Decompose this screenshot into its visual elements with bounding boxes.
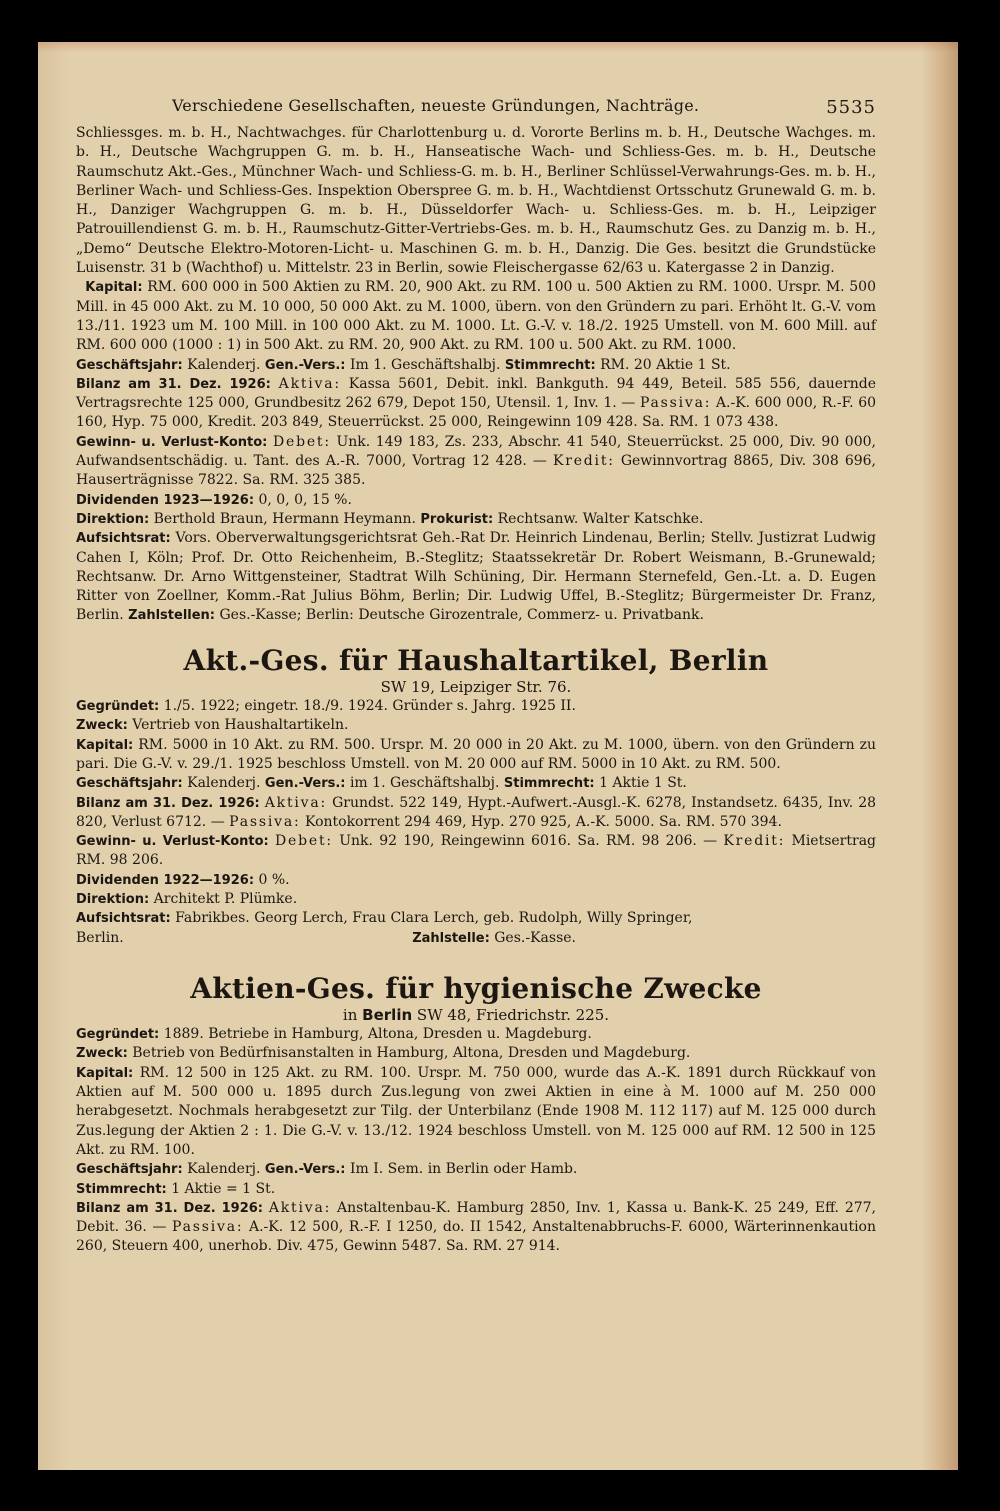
address-street: SW 48, Friedrichstr. 225. (416, 1005, 610, 1024)
geschaeftsjahr-text: Kalenderj. (187, 775, 261, 792)
dividenden-label: Dividenden 1922—1926: (76, 872, 255, 888)
stimmrecht-paragraph (76, 1180, 876, 1199)
dividenden-text: 0 %. (258, 871, 290, 888)
subsidiaries-paragraph: Schliessges. m. b. H., Nachtwachges. für Charlottenburg u. d. Vororte Berlins m. b. H., Deutsche Wachges. m. b. H., Deutsche Wachgruppen G. m. b. H., Hanseatische Wach- und Schliess-Ges. m. b. H., Deutsche Raumschutz Akt.-Ges., Münchner Wach- und Schliess-G. m. b. H., Berliner Schlüssel-Verwahrungs-Ges. m. b. H., Berliner Wach- und Schliess-Ges. Inspektion Oberspree G. m. b. H., Wachtdienst Ortsschutz Grunewald G. m. b. H., Danziger Wachgruppen G. m. b. H., Düsseldorfer Wach- u. Schliess-Ges. m. b. H., Leipziger Patrouillendienst G. m. b. H., Raumschutz-Gitter-Vertriebs-Ges. m. b. H., Raumschutz Ges. zu Danzig m. b. H., „Demo“ Deutsche Elektro-Motoren-Licht- u. Maschinen G. m. b. H., Danzig. Die Ges. besitzt die Grundstücke Luisenstr. 31 b (Wachthof) u. Mittelstr. 23 in Berlin, sowie Fleischergasse 62/63 u. Katergasse 2 in Danzig. (76, 125, 876, 277)
direktion-paragraph (76, 890, 876, 909)
gen-vers-text: Im 1. Geschäftshalbj. (349, 356, 501, 373)
company-address (76, 1006, 876, 1025)
guv-debet-text: Unk. 92 190, Reingewinn 6016. Sa. RM. 98 206. — (339, 833, 718, 850)
guv-paragraph (76, 832, 876, 871)
bilanz-aktiva-text: Grundst. 522 149, Hypt.-Aufwert.-Ausgl.-K. 6278, Instandsetz. 6435, Inv. 28 820, Verlust 6712. — (76, 794, 877, 830)
aufsichtsrat-city-row (76, 929, 876, 948)
geschaeftsjahr-label: Geschäftsjahr: (76, 1162, 183, 1178)
kapital-label: Kapital: (76, 1065, 134, 1081)
bilanz-aktiva-text: Kassa 5601, Debit. inkl. Bankguth. 94 449, Beteil. 585 556, dauernde Vertragsrechte 125 000, Grundbesitz 262 679, Depot 150, Utensil. 1, Inv. 1. — (76, 375, 877, 412)
kapital-paragraph (76, 736, 876, 775)
kapital-label: Kapital: (76, 737, 134, 753)
bilanz-label: Bilanz am 31. Dez. 1926: (76, 376, 271, 392)
geschaeftsjahr-label: Geschäftsjahr: (76, 776, 183, 792)
bilanz-paragraph (76, 1199, 876, 1257)
gegruendet-label: Gegründet: (76, 699, 160, 715)
stimmrecht-text: 1 Aktie 1 St. (599, 775, 687, 792)
geschaeftsjahr-text: Kalenderj. (187, 356, 261, 373)
address-prefix: in (342, 1005, 358, 1024)
bilanz-aktiva-text: Anstaltenbau-K. Hamburg 2850, Inv. 1, Kassa u. Bank-K. 25 249, Eff. 277, Debit. 36. — (76, 1199, 876, 1236)
gen-vers-label: Gen.-Vers.: (264, 357, 346, 373)
bilanz-label: Bilanz am 31. Dez. 1926: (76, 1200, 263, 1216)
aufsichtsrat-city: Berlin. (76, 929, 124, 946)
zweck-label: Zweck: (76, 718, 128, 734)
zweck-text: Vertrieb von Haushaltartikeln. (132, 717, 349, 734)
aufsichtsrat-text: Fabrikbes. Georg Lerch, Frau Clara Lerch, geb. Rudolph, Willy Springer, (175, 910, 693, 927)
aufsichtsrat-label: Aufsichtsrat: (76, 911, 171, 927)
stimmrecht-text: RM. 20 Aktie 1 St. (600, 356, 731, 373)
meta-paragraph (76, 774, 876, 793)
dividenden-label: Dividenden 1923—1926: (76, 492, 255, 508)
direktion-label: Direktion: (76, 511, 150, 527)
book-page (38, 42, 958, 1470)
geschaeftsjahr-label: Geschäftsjahr: (76, 357, 183, 373)
aufsichtsrat-text: Vors. Oberverwaltungsgerichtsrat Geh.-Rat Dr. Heinrich Lindenau, Berlin; Stellv. Justizrat Ludwig Cahen I, Köln; Prof. Dr. Otto Reichenheim, B.-Steglitz; Staatssekretär Dr. Robert Weismann, B.-Grunewald; Rechtsanw. Dr. Arno Wittgensteiner, Stadtrat Wilh Schüning, Dir. Hermann Sternefeld, Gen.-Lt. a. D. Eugen Ritter von Zoellner, Komm.-Rat Julius Böhm, Berlin; Dir. Ludwig Uffel, B.-Steglitz; Bürgermeister Dr. Franz, Berlin. (76, 530, 876, 624)
stimmrecht-text: 1 Aktie = 1 St. (171, 1180, 276, 1197)
gegruendet-text: 1889. Betriebe in Hamburg, Altona, Dresden u. Magdeburg. (163, 1026, 592, 1043)
bilanz-paragraph (76, 375, 876, 433)
gegruendet-text: 1./5. 1922; eingetr. 18./9. 1924. Gründer s. Jahrg. 1925 II. (163, 698, 576, 715)
dividenden-paragraph (76, 491, 876, 510)
guv-debet-text: Unk. 149 183, Zs. 233, Abschr. 41 540, Steuerrückst. 25 000, Div. 90 000, Aufwandsentschädig. u. Tant. des A.-R. 7000, Vortrag 12 428. — (76, 433, 876, 470)
guv-label: Gewinn- u. Verlust-Konto: (76, 434, 268, 450)
page-number: 5535 (826, 97, 876, 118)
bilanz-passiva-text: A.-K. 600 000, R.-F. 60 160, Hyp. 75 000, Kredit. 203 849, Steuerrückst. 25 000, Reingewinn 109 428. Sa. RM. 1 073 438. (76, 395, 877, 431)
aufsichtsrat-paragraph (76, 529, 876, 625)
company-title: Aktien-Ges. für hygienische Zwecke (190, 971, 762, 1005)
bilanz-paragraph (76, 794, 876, 833)
prokurist-label: Prokurist: (420, 511, 494, 527)
company-title: Akt.-Ges. für Haushaltartikel, Berlin (183, 643, 769, 677)
geschaeftsjahr-text: Kalenderj. (187, 1161, 261, 1178)
passiva-label: Passiva: (639, 395, 712, 412)
dividenden-paragraph (76, 871, 876, 890)
kapital-paragraph (76, 1064, 876, 1160)
kapital-paragraph (76, 278, 876, 355)
debet-label: Debet: (275, 833, 333, 850)
guv-kredit-text: Gewinnvortrag 8865, Div. 308 696, Hauserträgnisse 7822. Sa. RM. 325 385. (76, 453, 877, 489)
direktion-paragraph (76, 510, 876, 529)
aktiva-label: Aktiva: (264, 794, 328, 811)
zahlstellen-text: Ges.-Kasse; Berlin: Deutsche Girozentrale, Commerz- u. Privatbank. (219, 607, 704, 624)
stimmrecht-label: Stimmrecht: (76, 1181, 167, 1197)
meta-paragraph (76, 356, 876, 375)
dividenden-text: 0, 0, 0, 15 %. (258, 491, 352, 508)
zahlstelle-text: Ges.-Kasse. (494, 929, 576, 946)
aktiva-label: Aktiva: (268, 1199, 332, 1216)
stimmrecht-label: Stimmrecht: (503, 776, 595, 792)
kapital-label: Kapital: (85, 280, 143, 296)
zahlstelle-group (412, 929, 576, 948)
kapital-text: RM. 600 000 in 500 Aktien zu RM. 20, 900 Akt. zu RM. 100 u. 500 Aktien zu RM. 1000. Urspr. M. 500 Mill. in 45 000 Akt. zu M. 10 000, 50 000 Akt. zu M. 1000, übern. von den Gründern zu pari. Erhöht lt. G.-V. vom 13./11. 1923 um M. 100 Mill. in 100 000 Akt. zu M. 1000. Lt. G.-V. v. 18./2. 1925 Umstell. von M. 600 Mill. auf RM. 600 000 (1000 : 1) in 500 Akt. zu RM. 20, 900 Akt. zu RM. 100 u. 500 Akt. zu RM. 1000. (76, 279, 876, 354)
company-entry-continued (76, 124, 876, 626)
company-address: SW 19, Leipziger Str. 76. (380, 677, 572, 696)
aufsichtsrat-paragraph (76, 909, 876, 928)
header-title: Verschiedene Gesellschaften, neueste Gründungen, Nachträge. (172, 96, 700, 115)
gen-vers-label: Gen.-Vers.: (264, 1162, 346, 1178)
gegruendet-paragraph (76, 697, 876, 716)
running-header (76, 94, 876, 124)
page-content (76, 94, 876, 1257)
bilanz-passiva-text: Kontokorrent 294 469, Hyp. 270 925, A.-K. 5000. Sa. RM. 570 394. (304, 813, 782, 830)
prokurist-text: Rechtsanw. Walter Katschke. (497, 510, 704, 527)
zweck-paragraph (76, 716, 876, 735)
direktion-text: Berthold Braun, Hermann Heymann. (153, 510, 416, 527)
meta-paragraph (76, 1160, 876, 1179)
guv-kredit-text: Mietsertrag RM. 98 206. (76, 833, 876, 869)
zweck-text: Betrieb von Bedürfnisanstalten in Hamburg, Altona, Dresden und Magdeburg. (132, 1045, 691, 1062)
kredit-label: Kredit: (552, 453, 615, 470)
aktiva-label: Aktiva: (278, 375, 341, 392)
direktion-text: Architekt P. Plümke. (153, 890, 298, 907)
gen-vers-text: Im I. Sem. in Berlin oder Hamb. (349, 1161, 578, 1178)
bilanz-label: Bilanz am 31. Dez. 1926: (76, 795, 260, 811)
address-city: Berlin (362, 1005, 413, 1024)
company-entry-hygienische-zwecke (76, 972, 876, 1257)
zweck-paragraph (76, 1044, 876, 1063)
gegruendet-paragraph (76, 1025, 876, 1044)
zahlstellen-label: Zahlstellen: (128, 608, 216, 624)
direktion-label: Direktion: (76, 891, 150, 907)
kapital-text: RM. 5000 in 10 Akt. zu RM. 500. Urspr. M. 20 000 in 20 Akt. zu M. 1000, übern. von den Gründern zu pari. Die G.-V. v. 29./1. 1925 beschloss Umstell. von M. 20 000 auf RM. 5000 in 10 Akt. zu RM. 500. (76, 736, 877, 772)
passiva-label: Passiva: (172, 1219, 244, 1236)
zweck-label: Zweck: (76, 1046, 128, 1062)
gegruendet-label: Gegründet: (76, 1027, 160, 1043)
bilanz-passiva-text: A.-K. 12 500, R.-F. I 1250, do. II 1542, Anstaltenabbruchs-F. 6000, Wärterinnenkaution 260, Steuern 400, unerhob. Div. 475, Gewinn 5487. Sa. RM. 27 914. (76, 1219, 876, 1255)
kredit-label: Kredit: (723, 833, 786, 850)
zahlstelle-label: Zahlstelle: (412, 930, 490, 946)
kapital-text: RM. 12 500 in 125 Akt. zu RM. 100. Urspr. M. 750 000, wurde das A.-K. 1891 durch Rückkauf von Aktien auf M. 500 000 u. 1895 durch Zus.legung von zwei Aktien in eine à M. 1000 auf M. 250 000 herabgesetzt. Nochmals herabgesetzt zur Tilg. der Unterbilanz (Ende 1908 M. 112 117) auf M. 125 000 durch Zus.legung der Aktien 2 : 1. Die G.-V. v. 13./12. 1924 beschloss Umstell. von M. 125 000 auf RM. 12 500 in 125 Akt. zu RM. 100. (76, 1064, 877, 1158)
company-entry-haushaltartikel (76, 644, 876, 948)
stimmrecht-label: Stimmrecht: (504, 357, 596, 373)
gen-vers-text: im 1. Geschäftshalbj. (349, 775, 500, 792)
guv-label: Gewinn- u. Verlust-Konto: (76, 834, 269, 850)
guv-paragraph (76, 433, 876, 491)
passiva-label: Passiva: (229, 813, 301, 830)
gen-vers-label: Gen.-Vers.: (264, 776, 346, 792)
aufsichtsrat-label: Aufsichtsrat: (76, 531, 171, 547)
debet-label: Debet: (272, 433, 331, 450)
